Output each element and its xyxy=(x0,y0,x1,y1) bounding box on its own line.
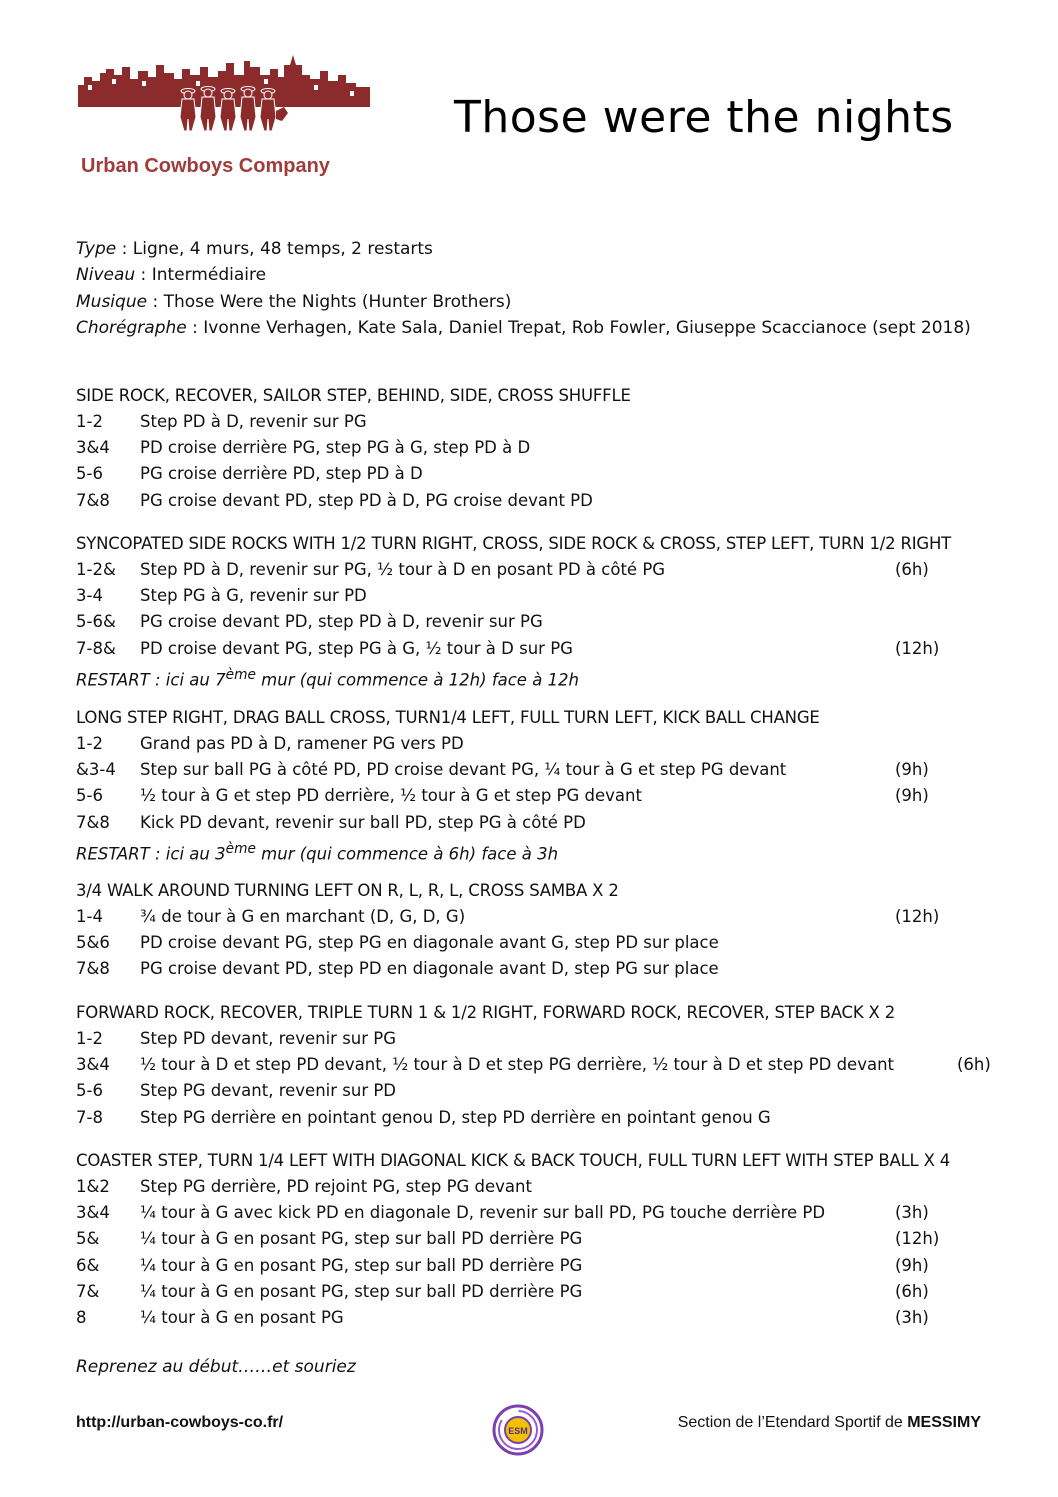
step-count: 1-2 xyxy=(76,412,103,431)
step-description: PD croise devant PG, step PG en diagonale avant G, step PD sur place xyxy=(140,933,719,953)
meta-music xyxy=(76,289,971,315)
step-description: ¼ tour à G en posant PG, step sur ball PD derrière PG xyxy=(140,1229,583,1249)
step-description: ½ tour à G et step PD derrière, ½ tour à G et step PG devant xyxy=(140,786,642,806)
step-description: PG croise devant PD, step PD en diagonale avant D, step PG sur place xyxy=(140,959,719,979)
step-description: ¾ de tour à G en marchant (D, G, D, G) xyxy=(140,907,466,926)
wall-orientation: (3h) xyxy=(895,1307,929,1327)
step-count: 5-6& xyxy=(76,612,116,632)
step-count: 7-8& xyxy=(76,638,116,658)
wall-orientation: (6h) xyxy=(895,1281,929,1301)
step-description: ¼ tour à G en posant PG, step sur ball PD derrière PG xyxy=(140,1281,583,1301)
note-text: mur (qui commence à 12h) face à 12h xyxy=(255,670,580,690)
step-count: 5&6 xyxy=(76,933,110,953)
wall-orientation: (12h) xyxy=(895,907,940,926)
meta-value: : Intermédiaire xyxy=(135,265,267,286)
esm-logo xyxy=(491,1403,545,1457)
dance-meta xyxy=(76,236,971,341)
step-description: Step PG devant, revenir sur PD xyxy=(140,1081,397,1101)
step-row xyxy=(76,930,1006,956)
step-description: Step PD à D, revenir sur PG xyxy=(140,412,367,431)
step-row xyxy=(76,731,1006,757)
step-count: 8 xyxy=(76,1307,87,1327)
club-section xyxy=(678,1414,981,1432)
wall-orientation: (9h) xyxy=(895,786,929,806)
step-count: 3&4 xyxy=(76,438,110,458)
step-count: 5-6 xyxy=(76,1081,103,1101)
step-row xyxy=(76,1200,1006,1226)
step-count: 6& xyxy=(76,1255,100,1275)
step-description: PG croise devant PD, step PD à D, PG croise devant PD xyxy=(140,490,593,510)
closing-note: Reprenez au début……et souriez xyxy=(76,1357,356,1377)
step-row xyxy=(76,609,1006,635)
step-count: 7&8 xyxy=(76,959,110,979)
meta-label: Chorégraphe xyxy=(76,317,187,338)
meta-label: Musique xyxy=(76,291,148,312)
website-link[interactable]: http://urban-cowboys-co.fr/ xyxy=(76,1414,284,1431)
meta-value: : Ivonne Verhagen, Kate Sala, Daniel Trepat, Rob Fowler, Giuseppe Scaccianoce (sept 2018) xyxy=(186,317,971,338)
wall-orientation: (6h) xyxy=(895,560,929,579)
step-description: Step sur ball PG à côté PD, PD croise devant PG, ¼ tour à G et step PG devant xyxy=(140,760,787,780)
meta-level xyxy=(76,262,971,288)
step-row xyxy=(76,1174,1006,1200)
note-superscript: ème xyxy=(225,840,256,857)
step-row xyxy=(76,904,1006,930)
step-row xyxy=(76,783,1006,809)
step-row xyxy=(76,461,1006,487)
step-description: Step PG derrière en pointant genou D, step PD derrière en pointant genou G xyxy=(140,1107,771,1127)
step-section-1 xyxy=(76,383,1006,514)
step-row xyxy=(76,1105,1006,1131)
step-row xyxy=(76,1253,1006,1279)
step-count: 3-4 xyxy=(76,586,103,606)
step-row xyxy=(76,409,1006,435)
step-section-2 xyxy=(76,531,1006,688)
step-description: PG croise devant PD, step PD à D, revenir sur PG xyxy=(140,612,543,632)
club-section-prefix: Section de l’Etendard Sportif de xyxy=(677,1414,908,1431)
step-description: Step PG à G, revenir sur PD xyxy=(140,586,367,606)
section-heading: SYNCOPATED SIDE ROCKS WITH 1/2 TURN RIGHT, CROSS, SIDE ROCK & CROSS, STEP LEFT, TURN 1/2 RIGHT xyxy=(76,534,952,553)
urban-cowboys-logo xyxy=(78,55,370,135)
step-row xyxy=(76,1279,1006,1305)
step-description: PD croise devant PG, step PG à G, ½ tour à D sur PG xyxy=(140,638,573,658)
step-row xyxy=(76,488,1006,514)
step-section-3 xyxy=(76,705,1006,862)
step-count: 1-4 xyxy=(76,907,103,926)
step-section-5 xyxy=(76,1000,1006,1131)
step-row xyxy=(76,956,1006,982)
company-name: Urban Cowboys Company xyxy=(81,155,330,177)
section-heading: LONG STEP RIGHT, DRAG BALL CROSS, TURN1/4 LEFT, FULL TURN LEFT, KICK BALL CHANGE xyxy=(76,708,820,727)
step-section-6 xyxy=(76,1148,1006,1331)
step-count: &3-4 xyxy=(76,760,116,780)
wall-orientation: (12h) xyxy=(895,638,940,658)
wall-orientation: (6h) xyxy=(957,1055,991,1075)
step-description: ¼ tour à G en posant PG, step sur ball PD derrière PG xyxy=(140,1255,583,1275)
wall-orientation: (12h) xyxy=(895,1229,940,1249)
meta-value: : Ligne, 4 murs, 48 temps, 2 restarts xyxy=(116,239,433,259)
club-town: MESSIMY xyxy=(907,1414,981,1431)
step-row xyxy=(76,757,1006,783)
meta-value: : Those Were the Nights (Hunter Brothers) xyxy=(147,291,512,312)
step-row xyxy=(76,1052,1006,1078)
note-text: RESTART : ici au 3 xyxy=(76,844,226,864)
wall-orientation: (9h) xyxy=(895,1255,929,1275)
step-row xyxy=(76,583,1006,609)
section-heading: FORWARD ROCK, RECOVER, TRIPLE TURN 1 & 1/2 RIGHT, FORWARD ROCK, RECOVER, STEP BACK X 2 xyxy=(76,1003,895,1022)
meta-label: Niveau xyxy=(76,265,136,286)
step-description: Grand pas PD à D, ramener PG vers PD xyxy=(140,734,464,753)
wall-orientation: (9h) xyxy=(895,760,929,780)
step-count: 7& xyxy=(76,1281,100,1301)
step-count: 1-2& xyxy=(76,560,116,579)
wall-orientation: (3h) xyxy=(895,1203,929,1223)
step-row xyxy=(76,1305,1006,1331)
step-description: Kick PD devant, revenir sur ball PD, step PG à côté PD xyxy=(140,812,586,832)
restart-note xyxy=(76,662,1006,688)
step-description: PG croise derrière PD, step PD à D xyxy=(140,464,423,484)
dance-title: Those were the nights xyxy=(454,92,954,143)
step-count: 7&8 xyxy=(76,490,110,510)
esm-logo-text: ESM xyxy=(508,1426,528,1436)
step-count: 5-6 xyxy=(76,786,103,806)
step-count: 5-6 xyxy=(76,464,103,484)
step-row xyxy=(76,1226,1006,1252)
note-text: mur (qui commence à 6h) face à 3h xyxy=(255,844,559,864)
step-count: 1&2 xyxy=(76,1177,110,1196)
step-row xyxy=(76,636,1006,662)
step-description: ¼ tour à G avec kick PD en diagonale D, revenir sur ball PD, PG touche derrière PD xyxy=(140,1203,826,1223)
step-description: Step PD à D, revenir sur PG, ½ tour à D en posant PD à côté PG xyxy=(140,560,666,579)
section-heading: COASTER STEP, TURN 1/4 LEFT WITH DIAGONAL KICK & BACK TOUCH, FULL TURN LEFT WITH STEP BALL X 4 xyxy=(76,1151,951,1170)
step-description: Step PG derrière, PD rejoint PG, step PG devant xyxy=(140,1177,532,1196)
step-count: 3&4 xyxy=(76,1055,110,1075)
section-heading: SIDE ROCK, RECOVER, SAILOR STEP, BEHIND, SIDE, CROSS SHUFFLE xyxy=(76,386,631,405)
meta-label: Type xyxy=(76,239,117,259)
step-row xyxy=(76,810,1006,836)
note-text: RESTART : ici au 7 xyxy=(76,670,226,690)
step-row xyxy=(76,557,1006,583)
meta-choreographer xyxy=(76,315,971,341)
step-count: 1-2 xyxy=(76,1029,103,1048)
step-row xyxy=(76,1078,1006,1104)
step-row xyxy=(76,435,1006,461)
step-section-4 xyxy=(76,878,1006,983)
step-row xyxy=(76,1026,1006,1052)
restart-note xyxy=(76,836,1006,862)
step-count: 5& xyxy=(76,1229,100,1249)
meta-type xyxy=(76,236,971,262)
step-description: PD croise derrière PG, step PG à G, step PD à D xyxy=(140,438,531,458)
step-count: 3&4 xyxy=(76,1203,110,1223)
note-superscript: ème xyxy=(225,666,256,683)
step-count: 7-8 xyxy=(76,1107,103,1127)
step-count: 7&8 xyxy=(76,812,110,832)
step-description: ½ tour à D et step PD devant, ½ tour à D et step PG derrière, ½ tour à D et step PD devant xyxy=(140,1055,895,1075)
step-count: 1-2 xyxy=(76,734,103,753)
section-heading: 3/4 WALK AROUND TURNING LEFT ON R, L, R, L, CROSS SAMBA X 2 xyxy=(76,881,619,900)
step-description: ¼ tour à G en posant PG xyxy=(140,1307,344,1327)
step-description: Step PD devant, revenir sur PG xyxy=(140,1029,397,1048)
